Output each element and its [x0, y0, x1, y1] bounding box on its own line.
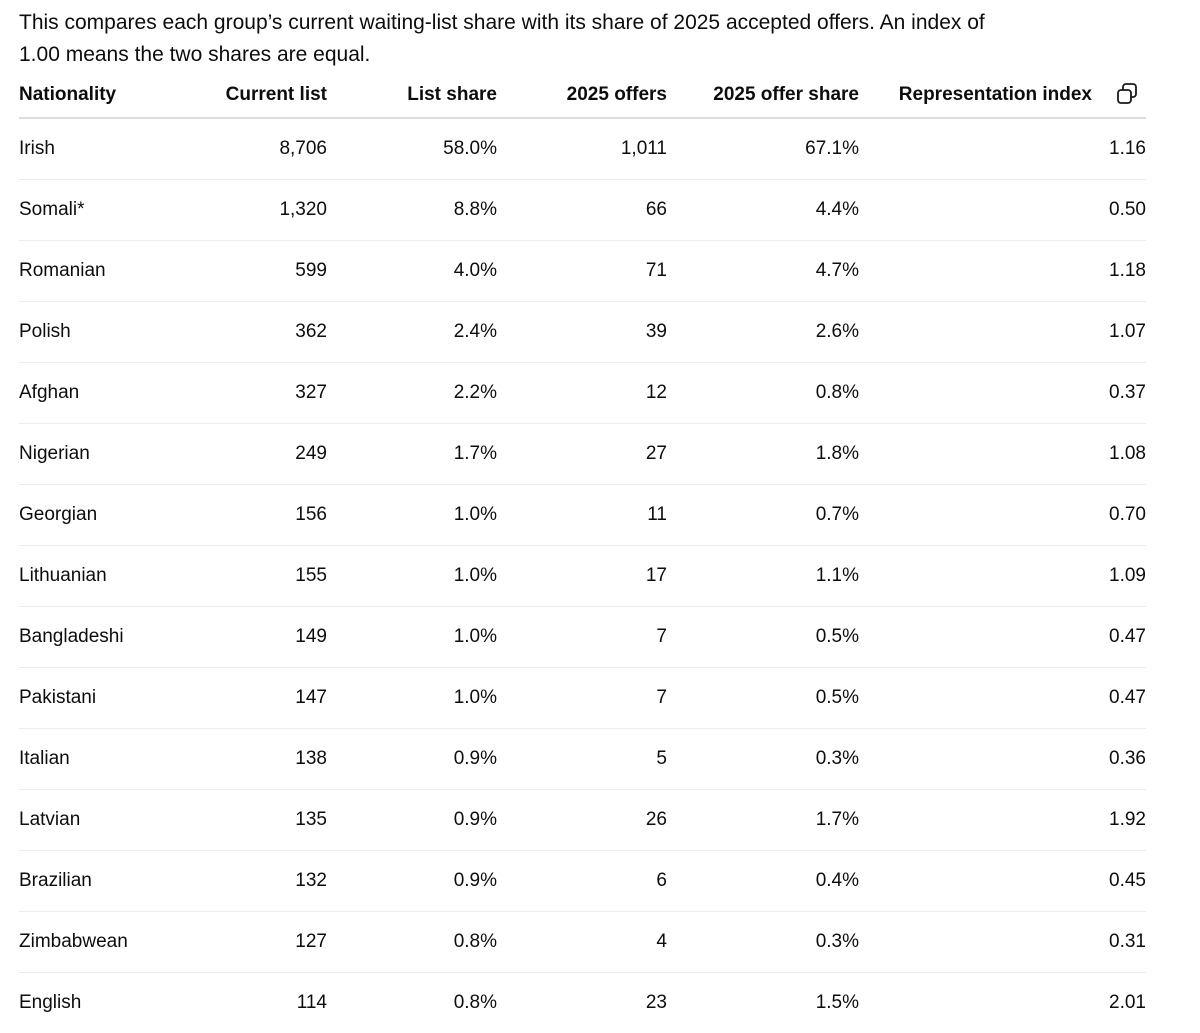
list-share-cell: 0.8% [327, 973, 497, 1033]
offer-share-cell: 0.4% [667, 851, 859, 912]
list-share-cell: 1.0% [327, 668, 497, 729]
representation-index-cell: 1.16 [859, 118, 1146, 180]
offer-share-cell: 0.3% [667, 912, 859, 973]
offer-share-cell: 0.7% [667, 485, 859, 546]
nationality-cell: Lithuanian [19, 546, 189, 607]
header-representation-index [859, 78, 1146, 118]
table-header-row [19, 78, 1146, 118]
offer-share-cell: 0.8% [667, 363, 859, 424]
representation-index-cell: 0.50 [859, 180, 1146, 241]
table-row [19, 118, 1146, 180]
header-current-list [189, 78, 327, 118]
offer-share-cell: 67.1% [667, 118, 859, 180]
header-label: 2025 offers [567, 78, 667, 112]
representation-index-cell: 0.47 [859, 607, 1146, 668]
copy-icon[interactable] [1116, 82, 1138, 106]
current-list-cell: 8,706 [189, 118, 327, 180]
list-share-cell: 8.8% [327, 180, 497, 241]
table-row [19, 363, 1146, 424]
table-row [19, 973, 1146, 1033]
data-table-container [19, 78, 1146, 1033]
nationality-cell: Romanian [19, 241, 189, 302]
representation-index-cell: 1.08 [859, 424, 1146, 485]
current-list-cell: 599 [189, 241, 327, 302]
offers-cell: 26 [497, 790, 667, 851]
representation-index-cell: 0.45 [859, 851, 1146, 912]
nationality-cell: Bangladeshi [19, 607, 189, 668]
offers-cell: 11 [497, 485, 667, 546]
list-share-cell: 2.2% [327, 363, 497, 424]
representation-index-cell: 0.36 [859, 729, 1146, 790]
nationality-cell: Pakistani [19, 668, 189, 729]
header-label: 2025 offer share [713, 78, 859, 112]
offer-share-cell: 0.3% [667, 729, 859, 790]
table-row [19, 668, 1146, 729]
representation-index-cell: 1.18 [859, 241, 1146, 302]
offer-share-cell: 0.5% [667, 607, 859, 668]
nationality-cell: English [19, 973, 189, 1033]
offers-cell: 23 [497, 973, 667, 1033]
nationality-cell: Polish [19, 302, 189, 363]
nationality-cell: Afghan [19, 363, 189, 424]
table-row [19, 790, 1146, 851]
list-share-cell: 0.8% [327, 912, 497, 973]
current-list-cell: 135 [189, 790, 327, 851]
table-body [19, 118, 1146, 1033]
list-share-cell: 1.7% [327, 424, 497, 485]
nationality-cell: Nigerian [19, 424, 189, 485]
nationality-cell: Brazilian [19, 851, 189, 912]
header-2025-offers [497, 78, 667, 118]
offer-share-cell: 1.8% [667, 424, 859, 485]
list-share-cell: 1.0% [327, 485, 497, 546]
list-share-cell: 0.9% [327, 729, 497, 790]
offers-cell: 17 [497, 546, 667, 607]
table-row [19, 302, 1146, 363]
current-list-cell: 114 [189, 973, 327, 1033]
representation-index-cell: 0.70 [859, 485, 1146, 546]
nationality-cell: Somali* [19, 180, 189, 241]
offer-share-cell: 1.5% [667, 973, 859, 1033]
offer-share-cell: 4.7% [667, 241, 859, 302]
offer-share-cell: 1.7% [667, 790, 859, 851]
current-list-cell: 327 [189, 363, 327, 424]
offers-cell: 71 [497, 241, 667, 302]
offers-cell: 7 [497, 607, 667, 668]
current-list-cell: 155 [189, 546, 327, 607]
representation-index-cell: 1.92 [859, 790, 1146, 851]
header-label: Current list [226, 78, 327, 112]
current-list-cell: 127 [189, 912, 327, 973]
header-2025-offer-share [667, 78, 859, 118]
representation-index-cell: 0.37 [859, 363, 1146, 424]
nationality-cell: Irish [19, 118, 189, 180]
nationality-cell: Latvian [19, 790, 189, 851]
table-row [19, 546, 1146, 607]
table-row [19, 729, 1146, 790]
offers-cell: 4 [497, 912, 667, 973]
intro-line-2: 1.00 means the two shares are equal. [19, 43, 370, 66]
nationality-cell: Zimbabwean [19, 912, 189, 973]
table-row [19, 607, 1146, 668]
representation-index-cell: 1.09 [859, 546, 1146, 607]
intro-text [19, 7, 1119, 71]
current-list-cell: 1,320 [189, 180, 327, 241]
nationality-cell: Italian [19, 729, 189, 790]
table-row [19, 851, 1146, 912]
offers-cell: 7 [497, 668, 667, 729]
current-list-cell: 362 [189, 302, 327, 363]
list-share-cell: 4.0% [327, 241, 497, 302]
current-list-cell: 147 [189, 668, 327, 729]
table-row [19, 485, 1146, 546]
list-share-cell: 1.0% [327, 607, 497, 668]
representation-index-cell: 2.01 [859, 973, 1146, 1033]
representation-index-cell: 1.07 [859, 302, 1146, 363]
offers-cell: 1,011 [497, 118, 667, 180]
offer-share-cell: 1.1% [667, 546, 859, 607]
list-share-cell: 58.0% [327, 118, 497, 180]
current-list-cell: 132 [189, 851, 327, 912]
table-row [19, 912, 1146, 973]
header-label: Representation index [899, 78, 1092, 112]
offers-cell: 27 [497, 424, 667, 485]
offers-cell: 66 [497, 180, 667, 241]
offer-share-cell: 4.4% [667, 180, 859, 241]
offers-cell: 5 [497, 729, 667, 790]
offers-cell: 12 [497, 363, 667, 424]
offer-share-cell: 2.6% [667, 302, 859, 363]
table-row [19, 424, 1146, 485]
list-share-cell: 1.0% [327, 546, 497, 607]
header-list-share [327, 78, 497, 118]
nationality-cell: Georgian [19, 485, 189, 546]
table-row [19, 180, 1146, 241]
representation-index-cell: 0.31 [859, 912, 1146, 973]
intro-line-1: This compares each group’s current waiting-list share with its share of 2025 accepted offers. An index of [19, 11, 985, 34]
header-nationality [19, 78, 189, 118]
offer-share-cell: 0.5% [667, 668, 859, 729]
current-list-cell: 249 [189, 424, 327, 485]
offers-cell: 39 [497, 302, 667, 363]
header-label: List share [407, 78, 497, 112]
representation-table [19, 78, 1146, 1033]
representation-index-cell: 0.47 [859, 668, 1146, 729]
table-row [19, 241, 1146, 302]
current-list-cell: 149 [189, 607, 327, 668]
list-share-cell: 0.9% [327, 790, 497, 851]
offers-cell: 6 [497, 851, 667, 912]
list-share-cell: 2.4% [327, 302, 497, 363]
header-label: Nationality [19, 78, 116, 112]
current-list-cell: 156 [189, 485, 327, 546]
list-share-cell: 0.9% [327, 851, 497, 912]
copy-icon-glyph [1116, 82, 1138, 106]
current-list-cell: 138 [189, 729, 327, 790]
